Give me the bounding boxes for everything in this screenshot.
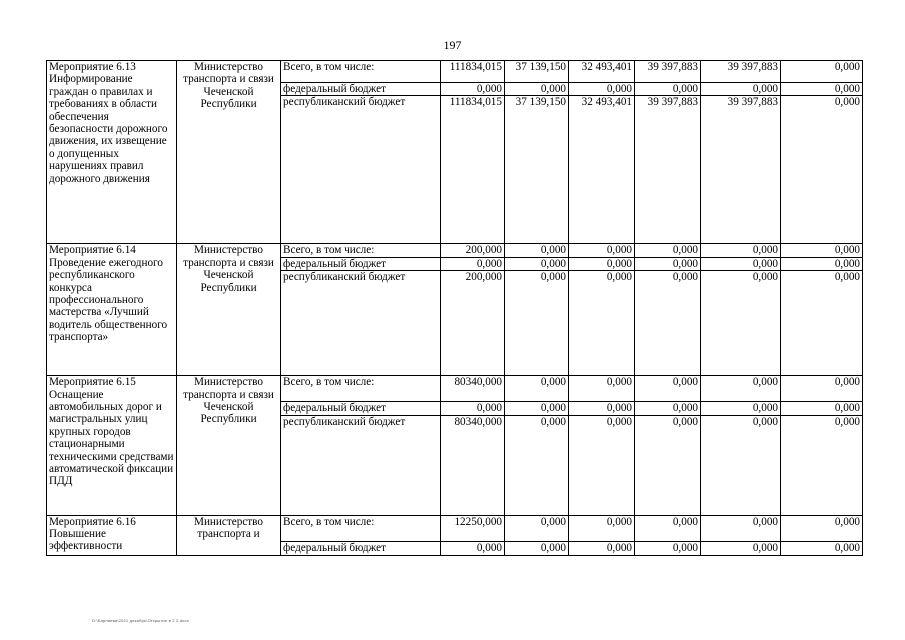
funding-source-cell: федеральный бюджет (281, 402, 441, 415)
table-row (47, 61, 863, 83)
funding-source-cell: федеральный бюджет (281, 83, 441, 96)
funding-source-cell: Всего, в том числе: (281, 376, 441, 402)
event-name-cell: Мероприятие 6.16 Повышение эффективности (47, 515, 177, 555)
funding-source-cell: Всего, в том числе: (281, 244, 441, 257)
amount-cell: 0,000 (701, 271, 781, 376)
amount-cell: 0,000 (701, 402, 781, 415)
amount-cell: 0,000 (781, 271, 863, 376)
amount-cell: 0,000 (569, 376, 635, 402)
amount-cell: 0,000 (569, 415, 635, 515)
amount-cell: 37 139,150 (505, 96, 569, 244)
amount-cell: 0,000 (701, 541, 781, 555)
amount-cell: 0,000 (781, 515, 863, 541)
amount-cell: 0,000 (781, 244, 863, 257)
funding-source-cell: федеральный бюджет (281, 541, 441, 555)
amount-cell: 200,000 (441, 244, 505, 257)
funding-source-cell: Всего, в том числе: (281, 515, 441, 541)
amount-cell: 0,000 (781, 376, 863, 402)
amount-cell: 0,000 (505, 257, 569, 270)
amount-cell: 0,000 (635, 83, 701, 96)
amount-cell: 0,000 (441, 257, 505, 270)
amount-cell: 80340,000 (441, 415, 505, 515)
responsible-cell: Министерство транспорта и связи Чеченской Республики (177, 244, 281, 376)
amount-cell: 200,000 (441, 271, 505, 376)
amount-cell: 0,000 (569, 83, 635, 96)
amount-cell: 0,000 (635, 541, 701, 555)
amount-cell: 0,000 (701, 515, 781, 541)
responsible-cell: Министерство транспорта и связи Чеченской Республики (177, 61, 281, 244)
funding-source-cell: Всего, в том числе: (281, 61, 441, 83)
table-row (47, 515, 863, 541)
event-name-cell: Мероприятие 6.15 Оснащение автомобильных дорог и магистральных улиц крупных городов стационарными техническими средствами автоматической фиксации ПДД (47, 376, 177, 515)
amount-cell: 0,000 (781, 83, 863, 96)
amount-cell: 39 397,883 (635, 96, 701, 244)
amount-cell: 111834,015 (441, 61, 505, 83)
amount-cell: 0,000 (781, 402, 863, 415)
amount-cell: 0,000 (701, 376, 781, 402)
amount-cell: 0,000 (569, 402, 635, 415)
funding-source-cell: республиканский бюджет (281, 415, 441, 515)
funding-source-cell: федеральный бюджет (281, 257, 441, 270)
amount-cell: 0,000 (441, 541, 505, 555)
amount-cell: 0,000 (569, 271, 635, 376)
amount-cell: 0,000 (441, 402, 505, 415)
amount-cell: 0,000 (505, 541, 569, 555)
amount-cell: 0,000 (781, 257, 863, 270)
responsible-cell: Министерство транспорта и (177, 515, 281, 555)
amount-cell: 0,000 (505, 271, 569, 376)
funding-source-cell: республиканский бюджет (281, 271, 441, 376)
amount-cell: 0,000 (781, 541, 863, 555)
amount-cell: 0,000 (505, 376, 569, 402)
amount-cell: 39 397,883 (701, 61, 781, 83)
budget-table (46, 60, 863, 556)
amount-cell: 0,000 (781, 96, 863, 244)
amount-cell: 0,000 (505, 83, 569, 96)
amount-cell: 0,000 (635, 515, 701, 541)
amount-cell: 0,000 (505, 402, 569, 415)
amount-cell: 0,000 (781, 415, 863, 515)
amount-cell: 0,000 (701, 244, 781, 257)
amount-cell: 0,000 (635, 244, 701, 257)
amount-cell: 0,000 (505, 415, 569, 515)
amount-cell: 32 493,401 (569, 61, 635, 83)
page-number: 197 (443, 38, 462, 52)
amount-cell: 0,000 (635, 376, 701, 402)
event-name-cell: Мероприятие 6.14 Проведение ежегодного республиканского конкурса профессионального мастерства «Лучший водитель общественного транспорта» (47, 244, 177, 376)
amount-cell: 37 139,150 (505, 61, 569, 83)
amount-cell: 0,000 (635, 402, 701, 415)
amount-cell: 80340,000 (441, 376, 505, 402)
event-name-cell: Мероприятие 6.13 Информирование граждан о правилах и требованиях в области обеспечения безопасности дорожного движения, их извещение о допущенных нарушениях правил дорожного движения (47, 61, 177, 244)
amount-cell: 0,000 (569, 515, 635, 541)
amount-cell: 111834,015 (441, 96, 505, 244)
amount-cell: 0,000 (569, 244, 635, 257)
amount-cell: 0,000 (635, 271, 701, 376)
amount-cell: 0,000 (701, 257, 781, 270)
amount-cell: 0,000 (505, 244, 569, 257)
funding-source-cell: республиканский бюджет (281, 96, 441, 244)
table-row (47, 376, 863, 402)
amount-cell: 0,000 (505, 515, 569, 541)
responsible-cell: Министерство транспорта и связи Чеченской Республики (177, 376, 281, 515)
amount-cell: 0,000 (635, 257, 701, 270)
footer-path: D:\Барлаева\2021 декабрь\Открытие в 2 2.docx (92, 618, 189, 623)
table-row (47, 244, 863, 257)
amount-cell: 39 397,883 (635, 61, 701, 83)
amount-cell: 0,000 (569, 257, 635, 270)
amount-cell: 12250,000 (441, 515, 505, 541)
amount-cell: 39 397,883 (701, 96, 781, 244)
amount-cell: 0,000 (701, 415, 781, 515)
amount-cell: 0,000 (781, 61, 863, 83)
amount-cell: 32 493,401 (569, 96, 635, 244)
amount-cell: 0,000 (635, 415, 701, 515)
amount-cell: 0,000 (569, 541, 635, 555)
amount-cell: 0,000 (441, 83, 505, 96)
amount-cell: 0,000 (701, 83, 781, 96)
